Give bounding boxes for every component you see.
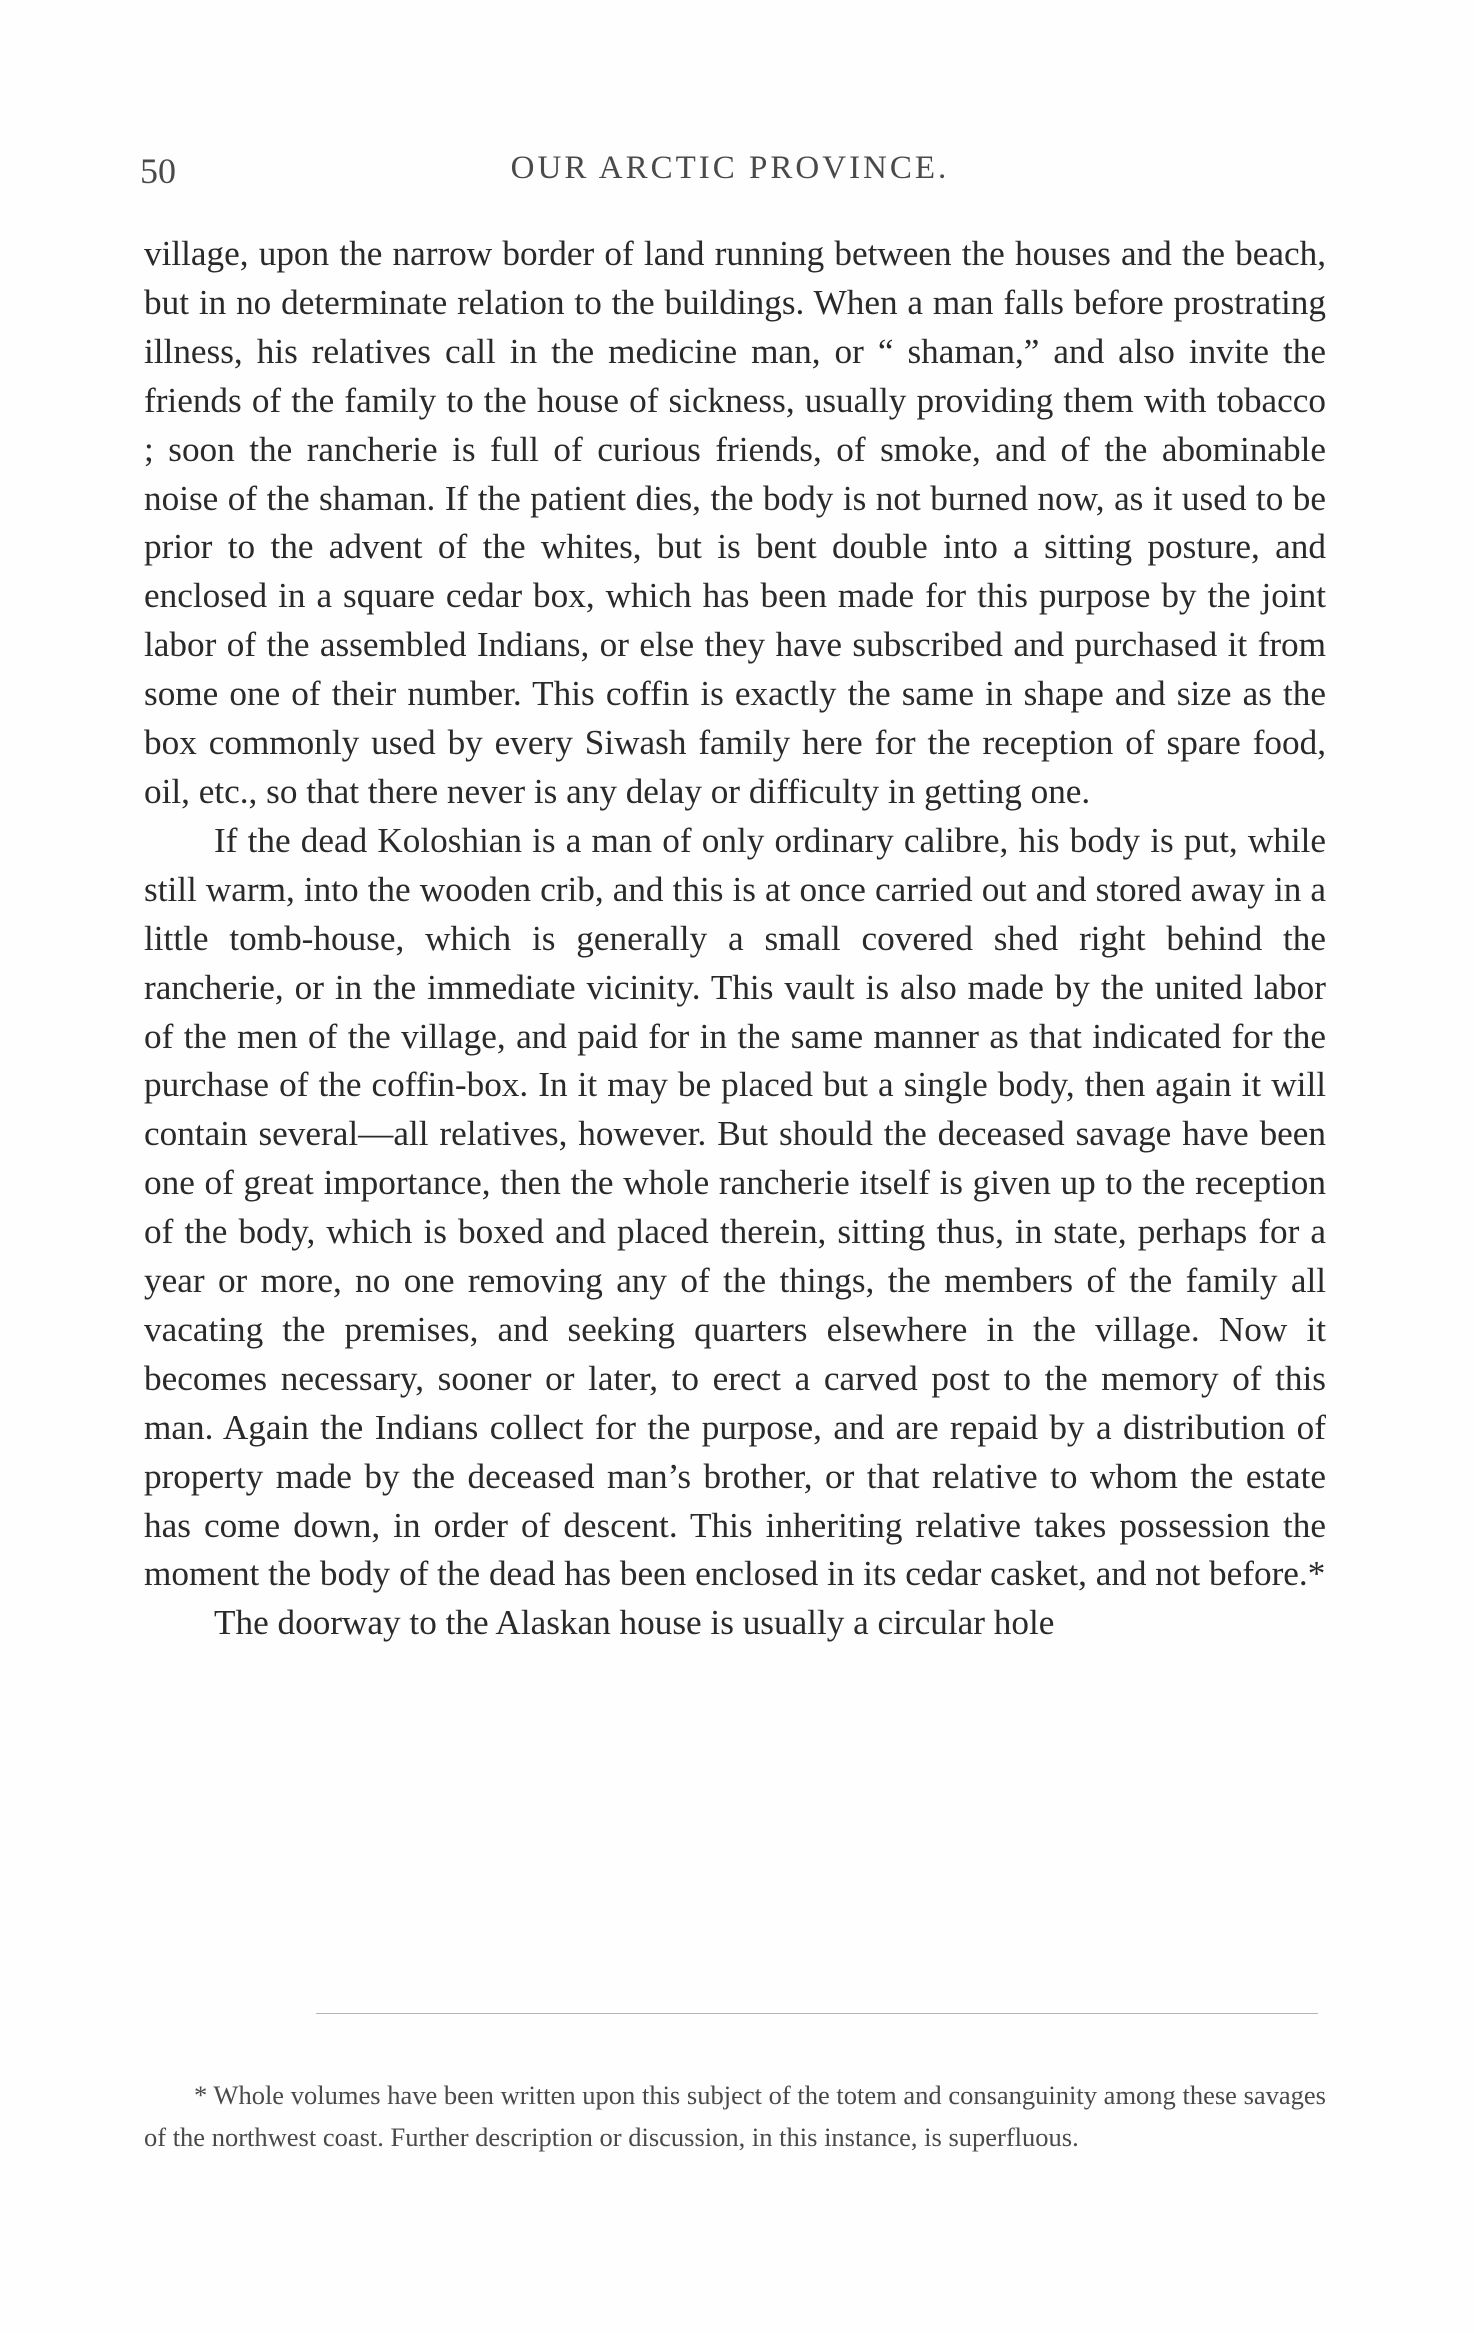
body-text [144, 230, 1326, 1648]
paragraph-2: If the dead Koloshian is a man of only ordinary calibre, his body is put, while still warm, into the wooden crib, and this is at once carried out and stored away in a little tomb-house, which is generally a small covered shed right behind the rancherie, or in the immediate vicinity. This vault is also made by the united labor of the men of the village, and paid for in the same manner as that indicated for the purchase of the coffin-box. In it may be placed but a single body, then again it will contain several—all relatives, however. But should the deceased savage have been one of great importance, then the whole rancherie itself is given up to the reception of the body, which is boxed and placed therein, sitting thus, in state, perhaps for a year or more, no one removing any of the things, the members of the family all vacating the premises, and seeking quarters elsewhere in the village. Now it becomes necessary, sooner or later, to erect a carved post to the memory of this man. Again the Indians collect for the purpose, and are repaid by a distribution of property made by the deceased man’s brother, or that relative to whom the estate has come down, in order of descent. This inheriting relative takes possession the moment the body of the dead has been enclosed in its cedar casket, and not before.* [144, 820, 1326, 1594]
page-number: 50 [140, 151, 176, 191]
running-head [140, 150, 1320, 200]
footnote-text: * Whole volumes have been written upon this subject of the totem and consanguinity among these savages of the northwest coast. Further description or discussion, in this instance, is superfluous. [144, 2080, 1326, 2152]
footnote [144, 2074, 1326, 2158]
page-title: OUR ARCTIC PROVINCE. [510, 150, 950, 186]
paragraph-3: The doorway to the Alaskan house is usually a circular hole [214, 1603, 1055, 1643]
paragraph-1: village, upon the narrow border of land running between the houses and the beach, but in no determinate relation to the buildings. When a man falls before prostrating illness, his relatives call in the medicine man, or “ shaman,” and also invite the friends of the family to the house of sickness, usually providing them with tobacco ; soon the rancherie is full of curious friends, of smoke, and of the abominable noise of the shaman. If the patient dies, the body is not burned now, as it used to be prior to the advent of the whites, but is bent double into a sitting posture, and enclosed in a square cedar box, which has been made for this purpose by the joint labor of the assembled Indians, or else they have subscribed and purchased it from some one of their number. This coffin is exactly the same in shape and size as the box commonly used by every Siwash family here for the reception of spare food, oil, etc., so that there never is any delay or difficulty in getting one. [144, 234, 1326, 811]
footnote-divider [316, 2013, 1318, 2014]
